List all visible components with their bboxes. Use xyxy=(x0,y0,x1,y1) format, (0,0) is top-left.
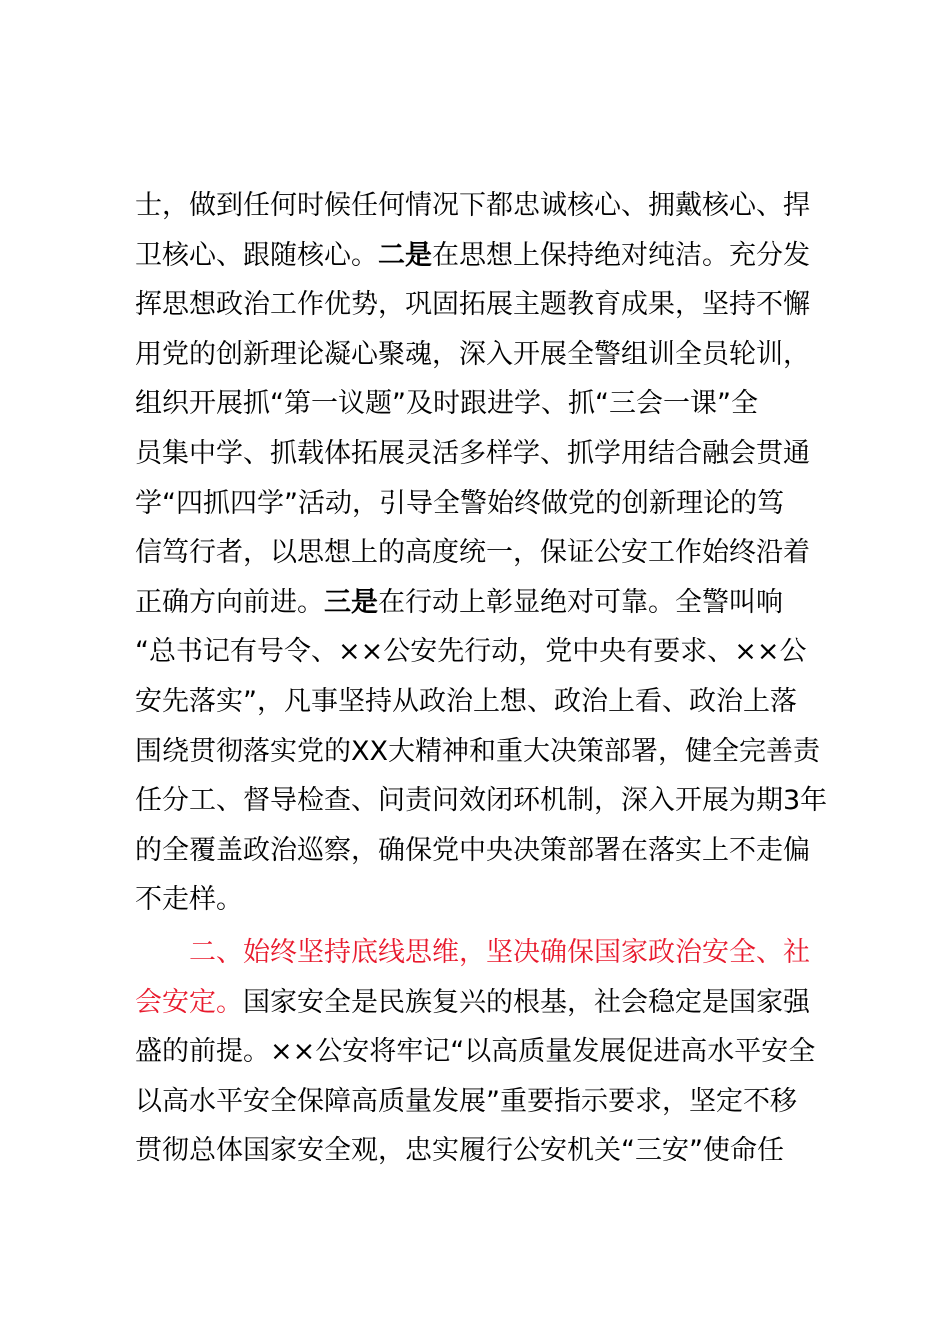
body-text: 卫核心、跟随核心。 xyxy=(135,239,378,271)
body-text: 国家安全是民族复兴的根基，社会稳定是国家强 xyxy=(243,986,810,1018)
text-line xyxy=(135,583,783,623)
body-text: 贯彻总体国家安全观，忠实履行公安机关“三安”使命任 xyxy=(135,1135,784,1167)
text-line xyxy=(135,186,810,226)
body-text: “总书记有号令、××公安先行动，党中央有要求、××公 xyxy=(135,636,807,668)
text-line xyxy=(135,1131,784,1171)
text-line xyxy=(135,880,243,920)
body-text: 不走样。 xyxy=(135,884,243,916)
body-text: 盛的前提。××公安将牢记“以高质量发展促进高水平安全 xyxy=(135,1036,816,1068)
bold-lead-text: 二是 xyxy=(378,239,432,271)
text-line xyxy=(135,831,810,871)
text-line xyxy=(135,983,810,1023)
body-text: 围绕贯彻落实党的XX大精神和重大决策部署，健全完善责 xyxy=(135,735,820,767)
text-line xyxy=(135,285,810,325)
body-text: 以高水平安全保障高质量发展”重要指示要求，坚定不移 xyxy=(135,1085,797,1117)
body-text: 安先落实”，凡事坚持从政治上想、政治上看、政治上落 xyxy=(135,686,797,717)
text-line xyxy=(135,781,827,821)
body-text: 信笃行者，以思想上的高度统一，保证公安工作始终沿着 xyxy=(135,537,810,569)
text-line xyxy=(135,335,810,375)
heading-text: 二、始终坚持底线思维，坚决确保国家政治安全、社 xyxy=(189,937,810,968)
text-line xyxy=(135,384,758,424)
body-text: 员集中学、抓载体拓展灵活多样学、抓学用结合融会贯通 xyxy=(135,438,810,469)
body-text: 挥思想政治工作优势，巩固拓展主题教育成果，坚持不懈 xyxy=(135,289,810,321)
body-text: 任分工、督导检查、问责问效闭环机制，深入开展为期3年 xyxy=(135,785,828,817)
text-line xyxy=(135,236,810,276)
text-line xyxy=(135,682,797,722)
text-line xyxy=(189,933,810,973)
text-line xyxy=(135,484,784,524)
text-line xyxy=(135,1032,815,1072)
body-text: 士，做到任何时候任何情况下都忠诚核心、拥戴核心、捍 xyxy=(135,190,810,221)
heading-text: 会安定。 xyxy=(135,986,243,1018)
bold-lead-text: 三是 xyxy=(324,586,378,618)
body-text: 学“四抓四学”活动，引导全警始终做党的创新理论的笃 xyxy=(135,487,784,519)
text-line xyxy=(135,632,806,672)
body-text: 在行动上彰显绝对可靠。全警叫响 xyxy=(378,586,783,618)
text-line xyxy=(135,533,810,573)
body-text: 正确方向前进。 xyxy=(135,586,324,618)
body-text: 在思想上保持绝对纯洁。充分发 xyxy=(432,239,810,271)
body-text: 的全覆盖政治巡察，确保党中央决策部署在落实上不走偏 xyxy=(135,834,810,866)
text-line xyxy=(135,1082,797,1122)
body-text: 用党的创新理论凝心聚魂，深入开展全警组训全员轮训， xyxy=(135,338,810,370)
body-text: 组织开展抓“第一议题”及时跟进学、抓“三会一课”全 xyxy=(135,388,758,420)
text-line xyxy=(135,434,810,474)
text-line xyxy=(135,732,820,772)
